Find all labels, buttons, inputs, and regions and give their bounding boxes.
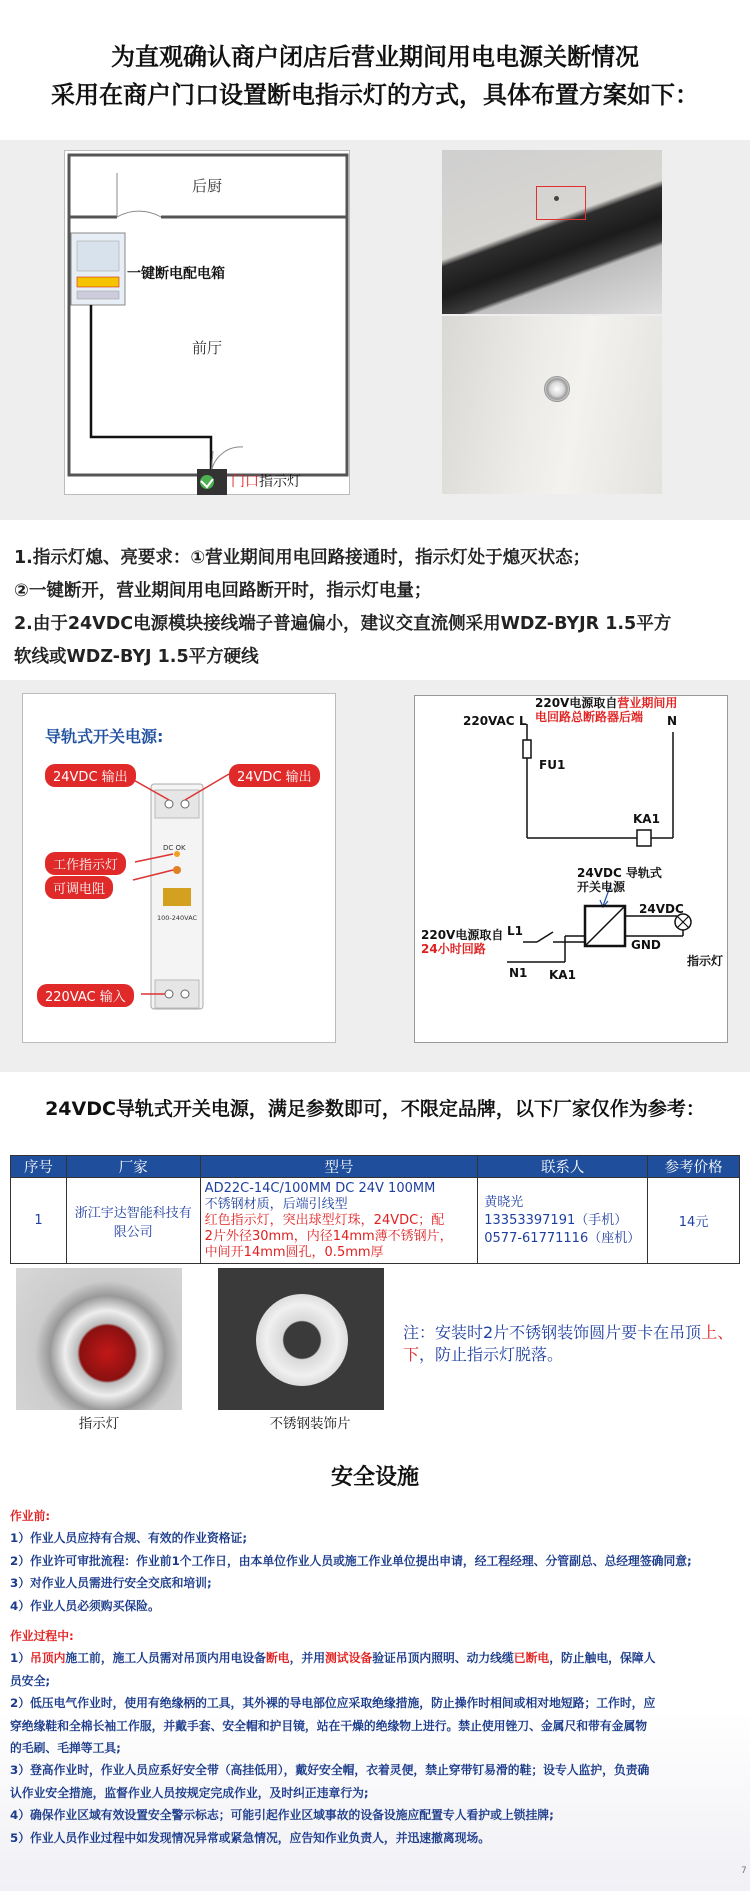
- psu-out-right-tag: 24VDC 输出: [229, 764, 320, 787]
- schematic-source-top: [535, 696, 677, 724]
- during-item-2-cont: 穿绝缘鞋和全棉长袖工作服，并戴手套、安全帽和护目镜，站在干燥的绝缘物上进行。禁止使用锉刀、金属尺和带有金属物: [10, 1718, 648, 1733]
- d1-d: 验证吊顶内照明、动力线缆: [372, 1651, 514, 1666]
- during-item-1: [10, 1647, 745, 1669]
- indicator-word: 指示灯: [259, 474, 301, 490]
- indicator-spot: [554, 196, 559, 201]
- psu-out-left-tag: 24VDC 输出: [45, 764, 136, 787]
- schematic-drawing: [415, 696, 729, 1044]
- distribution-box-label: 一键断电配电箱: [127, 266, 225, 282]
- highlight-box: [536, 186, 586, 220]
- req-line-3: 2.由于24VDC电源模块接线端子普遍偏小，建议交直流侧采用WDZ-BYJR 1.5平方: [14, 614, 672, 634]
- during-item-1-cont: 员安全;: [10, 1673, 51, 1688]
- model-line-3: 红色指示灯，突出球型灯珠，24VDC；配: [204, 1212, 445, 1228]
- header-line-1: 为直观确认商户闭店后营业期间用电电源关断情况: [111, 43, 639, 71]
- note-part-1: 注：安装时2片不锈钢装饰圆片要卡在吊顶: [403, 1323, 702, 1342]
- during-item-2: 2）低压电气作业时，使用有绝缘柄的工具，其外裸的导电部位应采取绝缘措施，防止操作时相间或相对地短路；工作时，应: [10, 1696, 656, 1711]
- before-item-2: 2）作业许可审批流程：作业前1个工作日，由本单位作业人员或施工作业单位提出申请，经工程经理、分管副总、总经理签确同意;: [10, 1553, 692, 1568]
- header-line-2: 采用在商户门口设置断电指示灯的方式，具体布置方案如下：: [51, 81, 699, 109]
- room-label-front: 前厅: [192, 339, 223, 357]
- ceiling-photo: [442, 150, 662, 314]
- room-label-kitchen: 后厨: [192, 177, 223, 195]
- install-note: [403, 1322, 743, 1366]
- d1-a: 1）: [10, 1651, 31, 1666]
- model-line-4: 2片外径30mm，内径14mm薄不锈钢片，: [204, 1228, 453, 1244]
- psu-led-tag: 工作指示灯: [45, 852, 126, 875]
- lamp-label: 指示灯: [687, 954, 724, 968]
- src-top-red-1: 营业期间用: [617, 696, 678, 710]
- src-bot-red: 24小时回路: [421, 942, 486, 956]
- req-line-4: 软线或WDZ-BYJ 1.5平方硬线: [14, 647, 259, 667]
- d1-red-3: 测试设备: [325, 1651, 373, 1666]
- psu-dcok-label: DC OK: [163, 844, 186, 852]
- req-line-1: 1.指示灯熄、亮要求：①营业期间用电回路接通时，指示灯处于熄灭状态；: [14, 548, 591, 568]
- col-maker: 厂家: [66, 1156, 200, 1178]
- before-work-heading: 作业前:: [10, 1509, 51, 1523]
- d1-red-4: 已断电: [513, 1651, 550, 1666]
- page-header: [0, 0, 750, 140]
- contact-name: 黄晓光: [484, 1194, 524, 1210]
- col-contact: 联系人: [478, 1156, 648, 1178]
- before-item-3: 3）对作业人员需进行安全交底和培训;: [10, 1576, 212, 1591]
- model-line-5: 中间开14mm圆孔，0.5mm厚: [204, 1244, 384, 1260]
- door-indicator-label: [231, 471, 301, 491]
- during-work-heading: 作业过程中:: [10, 1629, 74, 1644]
- manufacturer-table: [10, 1155, 740, 1264]
- lamp-caption: 指示灯: [78, 1416, 120, 1432]
- contact-phone: 0577-61771116（座机）: [484, 1230, 641, 1246]
- wiring-schematic: [414, 695, 728, 1043]
- indicator-closeup-photo: [442, 316, 662, 494]
- gnd-label: GND: [631, 938, 661, 952]
- col-model: 型号: [200, 1156, 478, 1178]
- contact-mobile: 13353397191（手机）: [484, 1212, 628, 1228]
- psu-label-1: 24VDC 导轨式: [577, 866, 662, 880]
- src-top-red-2: 电回路总断路器后端: [535, 710, 644, 724]
- v24-label: 24VDC: [639, 902, 684, 916]
- fuse-label: FU1: [539, 758, 566, 772]
- during-item-5: 5）作业人员作业过程中如发现情况异常或紧急情况，应告知作业负责人，并迅速撤离现场。: [10, 1830, 491, 1845]
- floor-plan: [64, 150, 350, 495]
- src-top-black: 220V电源取自: [535, 696, 618, 710]
- cell-contact: [478, 1178, 648, 1264]
- indicator-lamp-photo: [16, 1268, 182, 1410]
- model-line-2: 不锈钢材质，后端引线型: [204, 1196, 348, 1212]
- safety-text: [10, 1505, 745, 1849]
- reference-title: 24VDC导轨式开关电源，满足参数即可，不限定品牌，以下厂家仅作为参考：: [45, 1098, 705, 1120]
- d1-b: 施工前，施工人员需对吊顶内用电设备: [65, 1651, 266, 1666]
- note-part-2: ，防止指示灯脱落。: [419, 1345, 564, 1364]
- requirements-text: [14, 542, 744, 674]
- n1-label: N1: [509, 966, 528, 980]
- cell-no: 1: [11, 1178, 67, 1264]
- washer-caption: 不锈钢装饰片: [269, 1416, 351, 1432]
- psu-card: [22, 693, 336, 1043]
- table-header-row: [11, 1156, 740, 1178]
- d1-red-1: 吊顶内: [30, 1651, 66, 1666]
- psu-model-label: 100-240VAC: [157, 914, 198, 922]
- l-label: L: [519, 714, 527, 728]
- cell-price: 14元: [648, 1178, 740, 1264]
- d1-c: ，并用: [289, 1651, 325, 1666]
- psu-schematic-label: [577, 866, 662, 894]
- col-price: 参考价格: [648, 1156, 740, 1178]
- door-word: 门口: [231, 474, 259, 490]
- note-red: 上、下: [403, 1323, 734, 1364]
- during-item-4: 4）确保作业区域有效设置安全警示标志；可能引起作业区域事故的设备设施应配置专人看护或上锁挂牌;: [10, 1808, 554, 1823]
- table-row: [11, 1178, 740, 1264]
- during-item-3-cont: 认作业安全措施，监督作业人员按规定完成作业，及时纠正违章行为;: [10, 1785, 369, 1800]
- req-line-2: ②一键断开，营业期间用电回路断开时，指示灯电量；: [14, 581, 432, 601]
- indicator-lamp-image: [544, 376, 570, 402]
- d1-e: ，防止触电，保障人: [549, 1651, 656, 1666]
- during-item-2-cont-2: 的毛刷、毛掸等工具;: [10, 1741, 121, 1756]
- during-item-3: 3）登高作业时，作业人员应系好安全带（高挂低用），戴好安全帽，衣着灵便，禁止穿带钉易滑的鞋；设专人监护，负责确: [10, 1763, 650, 1778]
- psu-label-2: 开关电源: [577, 880, 626, 894]
- d1-red-2: 断电: [265, 1651, 290, 1666]
- cell-model: [200, 1178, 478, 1264]
- cell-maker: 浙江宇达智能科技有限公司: [66, 1178, 200, 1264]
- floor-plan-drawing: [65, 151, 351, 496]
- col-no: 序号: [11, 1156, 67, 1178]
- contact-label: KA1: [549, 968, 576, 982]
- psu-input-tag: 220VAC 输入: [37, 984, 134, 1007]
- page-number: 7: [741, 1866, 747, 1876]
- vac-label: 220VAC: [463, 714, 515, 728]
- coil-label: KA1: [633, 812, 660, 826]
- before-item-4: 4）作业人员必须购买保险。: [10, 1598, 160, 1613]
- washer-photo: [218, 1268, 384, 1410]
- before-item-1: 1）作业人员应持有合规、有效的作业资格证;: [10, 1531, 248, 1546]
- schematic-source-bottom: [421, 928, 503, 956]
- safety-title: 安全设施: [330, 1465, 419, 1490]
- psu-title: 导轨式开关电源:: [45, 727, 164, 746]
- n-label: N: [667, 714, 678, 728]
- src-bot-black: 220V电源取自: [421, 928, 504, 942]
- model-line-1: AD22C-14C/100MM DC 24V 100MM: [204, 1180, 436, 1196]
- l1-label: L1: [507, 924, 523, 938]
- psu-resistor-tag: 可调电阻: [45, 876, 113, 899]
- washer-ring: [256, 1294, 348, 1386]
